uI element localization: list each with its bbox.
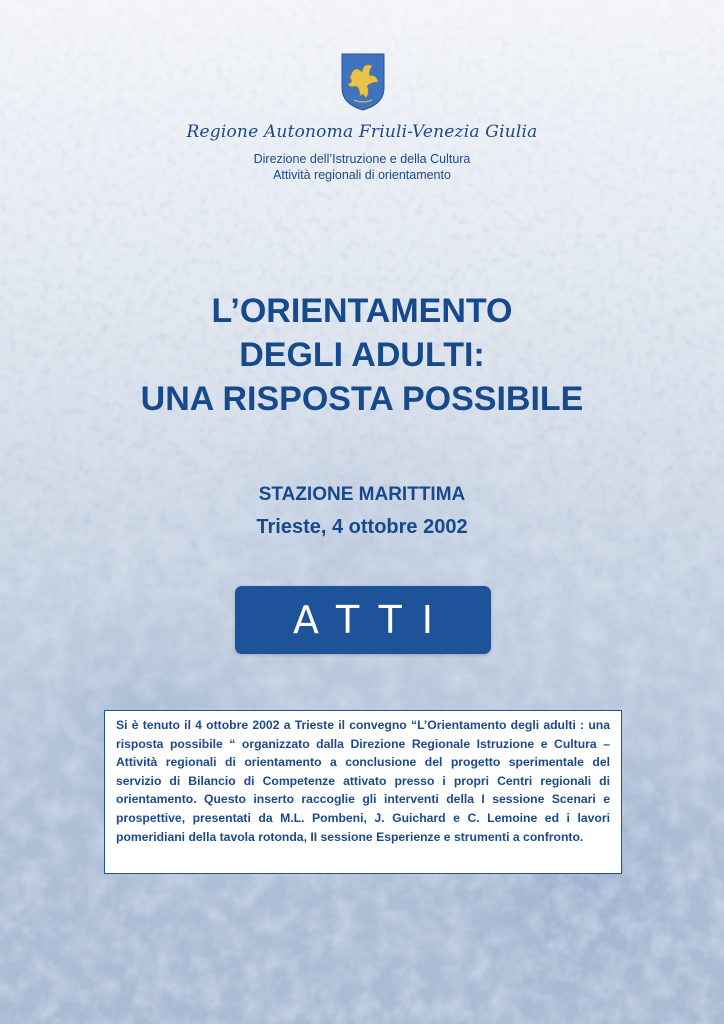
event-venue: STAZIONE MARITTIMA bbox=[258, 484, 466, 505]
atti-badge bbox=[235, 586, 491, 654]
title-line-1: L’ORIENTAMENTO bbox=[211, 292, 513, 330]
title-line-3: UNA RISPOSTA POSSIBILE bbox=[140, 380, 584, 418]
summary-text: Si è tenuto il 4 ottobre 2002 a Trieste il convegno “L’Orientamento degli adulti : una risposta possibile “ organizzato dalla Direzione Regionale Istruzione e Cultura – Attività regionali di orientamento a conclusione del progetto sperimentale del servizio di Bilancio di Competenze attivato presso i propri Centri regionali di orientamento. Questo inserto raccoglie gli interventi della I sessione Scenari e prospettive, presentati da M.L. Pombeni, J. Guichard e C. Lemoine ed i lavori pomeridiani della tavola rotonda, II sessione Esperienze e strumenti a confronto. bbox=[116, 718, 610, 844]
department-name: Direzione dell’Istruzione e della Cultura bbox=[253, 152, 471, 166]
summary-box bbox=[104, 710, 622, 874]
region-name: Regione Autonoma Friuli-Venezia Giulia bbox=[186, 122, 538, 142]
event-date: Trieste, 4 ottobre 2002 bbox=[256, 516, 468, 538]
office-name: Attività regionali di orientamento bbox=[273, 168, 451, 182]
atti-label: ATTI bbox=[292, 598, 453, 642]
page-title bbox=[0, 289, 724, 421]
eagle-crest-icon bbox=[340, 52, 386, 112]
title-line-2: DEGLI ADULTI: bbox=[239, 336, 485, 374]
